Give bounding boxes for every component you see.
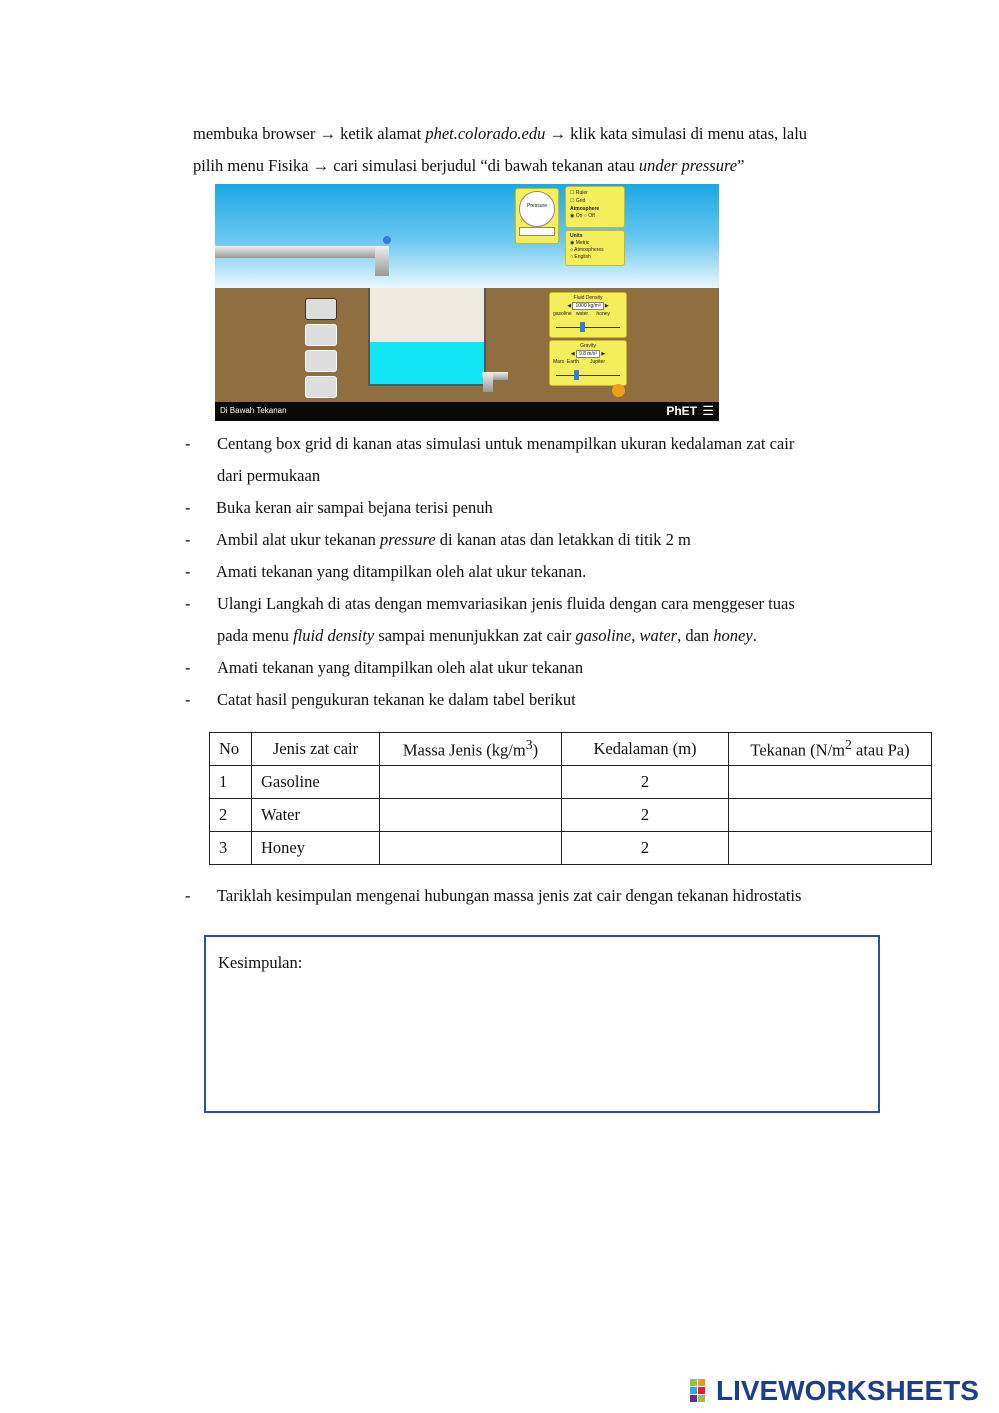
ruler-option: ☐ Ruler	[570, 190, 588, 196]
pool-icon-3	[305, 350, 337, 372]
cell-jenis: Gasoline	[252, 766, 380, 799]
header-massa	[380, 733, 562, 766]
pressure-gauge	[515, 188, 559, 244]
step-text-part: Ambil alat ukur tekanan	[216, 530, 381, 549]
units-english: ○ English	[570, 254, 591, 260]
step-line	[217, 620, 917, 652]
table-row	[210, 799, 932, 832]
website-address: phet.colorado.edu	[425, 124, 546, 143]
gravity-value-box: ◀ 9.8 m/s² ▶	[570, 351, 606, 357]
drain-spout	[483, 372, 493, 392]
faucet-handle-icon	[383, 236, 391, 244]
step-italic: water	[639, 626, 678, 645]
cell-kedalaman: 2	[562, 799, 729, 832]
intro-text	[193, 118, 913, 182]
step-italic: honey	[713, 626, 753, 645]
measurement-table	[209, 732, 932, 865]
fluid-density-slider-track	[556, 327, 620, 328]
liveworksheets-brand: LIVEWORKSHEETS	[716, 1375, 979, 1406]
pool-icon-2	[305, 324, 337, 346]
atmosphere-options: ◉ On ○ Off	[570, 213, 595, 219]
reset-icon	[612, 384, 625, 397]
atmosphere-heading: Atmosphere	[570, 206, 600, 212]
water-tank	[368, 288, 486, 386]
conclusion-label: Kesimpulan:	[218, 953, 303, 972]
gravity-heading: Gravity	[580, 343, 596, 349]
step-line: Centang box grid di kanan atas simulasi untuk menampilkan ukuran kedalaman zat cair	[217, 434, 795, 453]
units-atmospheres: ○ Atmospheres	[570, 247, 604, 253]
step-text: Tariklah kesimpulan mengenai hubungan massa jenis zat cair dengan tekanan hidrostatis	[217, 886, 802, 905]
header-tekanan-text: Tekanan (N/m	[750, 740, 845, 760]
intro-text-part: membuka browser → ketik alamat	[193, 124, 426, 143]
cell-no: 2	[210, 799, 252, 832]
step-text: Catat hasil pengukuran tekanan ke dalam tabel berikut	[217, 690, 576, 709]
menu-icon: ☰	[702, 403, 714, 418]
gauge-readout	[519, 227, 555, 236]
gravity-ticks	[553, 359, 626, 365]
fluid-density-panel	[549, 292, 627, 338]
gauge-label: Pressure	[526, 203, 547, 209]
bullet-dash: -	[185, 498, 191, 517]
on-label: On	[575, 213, 583, 219]
sim-footer	[215, 402, 719, 421]
sim-title: Di Bawah Tekanan	[220, 406, 287, 415]
header-jenis: Jenis zat cair	[252, 733, 380, 766]
step-text	[217, 428, 917, 492]
cell-massa-input[interactable]	[380, 799, 562, 832]
fluid-density-value-box: ◀ 1000 kg/m³ ▶	[567, 303, 609, 309]
intro-text-part: ”	[737, 156, 745, 175]
faucet-spout	[375, 246, 389, 276]
header-tekanan-sup: 2	[845, 737, 852, 753]
intro-line-2	[193, 150, 913, 182]
sim-name-italic: under pressure	[638, 156, 738, 175]
header-tekanan-rest: atau Pa)	[851, 740, 910, 760]
units-panel	[565, 230, 625, 266]
atmospheres-label: Atmospheres	[574, 247, 604, 253]
step-italic: gasoline	[575, 626, 632, 645]
cell-massa-input[interactable]	[380, 832, 562, 865]
step-text-part: , dan	[677, 626, 714, 645]
tick-honey: honey	[596, 311, 611, 317]
step-italic: pressure	[380, 530, 436, 549]
cell-tekanan-input[interactable]	[729, 766, 932, 799]
table-row	[210, 832, 932, 865]
liveworksheets-logo-icon	[690, 1379, 714, 1403]
header-no: No	[210, 733, 252, 766]
pool-icon-4	[305, 376, 337, 398]
header-massa-close: )	[532, 740, 539, 760]
conclusion-answer-box[interactable]	[204, 935, 880, 1113]
off-label: Off	[588, 213, 595, 219]
grid-label: Grid	[575, 198, 586, 204]
tick-jupiter: Jupiter	[589, 359, 605, 365]
table-header-row	[210, 733, 932, 766]
phet-simulation-image	[215, 184, 719, 421]
gravity-panel	[549, 340, 627, 386]
english-label: English	[574, 254, 591, 260]
bullet-dash: -	[185, 886, 191, 905]
tick-earth: Earth	[566, 359, 579, 365]
step-text-part: di kanan atas dan letakkan di titik 2 m	[435, 530, 691, 549]
step-text-part: ,	[631, 626, 640, 645]
intro-text-part: → klik kata simulasi di menu atas, lalu	[545, 124, 808, 143]
gauge-dial-icon	[519, 191, 555, 227]
bullet-dash: -	[185, 690, 191, 709]
step-line: dari permukaan	[217, 466, 321, 485]
gravity-slider-track	[556, 375, 620, 376]
tank-water	[370, 342, 484, 384]
step-text: Amati tekanan yang ditampilkan oleh alat ukur tekanan.	[216, 562, 587, 581]
fluid-density-value: 1000 kg/m³	[572, 302, 603, 310]
cell-tekanan-input[interactable]	[729, 832, 932, 865]
fluid-density-heading: Fluid Density	[573, 295, 603, 301]
fluid-density-slider-thumb	[580, 322, 585, 332]
cell-tekanan-input[interactable]	[729, 799, 932, 832]
header-tekanan	[729, 733, 932, 766]
cell-kedalaman: 2	[562, 766, 729, 799]
step-line: Ulangi Langkah di atas dengan memvariasikan jenis fluida dengan cara menggeser tuas	[217, 594, 795, 613]
tick-gasoline: gasoline	[553, 311, 572, 317]
header-massa-sup: 3	[525, 737, 533, 753]
bullet-dash: -	[185, 434, 191, 453]
table-row	[210, 766, 932, 799]
step-text-part: .	[752, 626, 757, 645]
step-text-part: sampai menunjukkan zat cair	[374, 626, 576, 645]
cell-jenis: Water	[252, 799, 380, 832]
cell-massa-input[interactable]	[380, 766, 562, 799]
bullet-dash: -	[185, 530, 191, 549]
pool-icon-1	[305, 298, 337, 320]
bullet-dash: -	[185, 594, 191, 613]
cell-kedalaman: 2	[562, 832, 729, 865]
fluid-density-ticks	[553, 311, 626, 317]
grid-option: ☐ Grid	[570, 198, 586, 204]
intro-text-part: pilih menu Fisika → cari simulasi berjudul “di bawah tekanan atau	[193, 156, 639, 175]
header-massa-text: Massa Jenis (kg/m	[402, 740, 526, 760]
step-text	[216, 524, 916, 556]
bullet-dash: -	[185, 658, 191, 677]
sim-sky	[215, 184, 719, 288]
header-kedalaman: Kedalaman (m)	[562, 733, 729, 766]
step-text: Buka keran air sampai bejana terisi penuh	[216, 498, 493, 517]
units-heading: Units	[570, 233, 583, 239]
step-text-part: pada menu	[217, 626, 294, 645]
gravity-value: 9.8 m/s²	[576, 350, 600, 358]
faucet-pipe	[215, 246, 387, 258]
step-text: Amati tekanan yang ditampilkan oleh alat ukur tekanan	[217, 658, 584, 677]
tick-mars: Mars	[553, 359, 565, 365]
ruler-label: Ruler	[575, 190, 588, 196]
gravity-slider-thumb	[574, 370, 579, 380]
bullet-dash: -	[185, 562, 191, 581]
tick-water: water	[575, 311, 589, 317]
step-italic: fluid density	[293, 626, 375, 645]
units-metric: ◉ Metric	[570, 240, 590, 246]
metric-label: Metric	[575, 240, 590, 246]
controls-panel	[565, 186, 625, 228]
cell-no: 3	[210, 832, 252, 865]
cell-no: 1	[210, 766, 252, 799]
step-text	[217, 588, 917, 652]
intro-line-1	[193, 118, 913, 150]
phet-logo: PhET	[666, 404, 697, 418]
cell-jenis: Honey	[252, 832, 380, 865]
